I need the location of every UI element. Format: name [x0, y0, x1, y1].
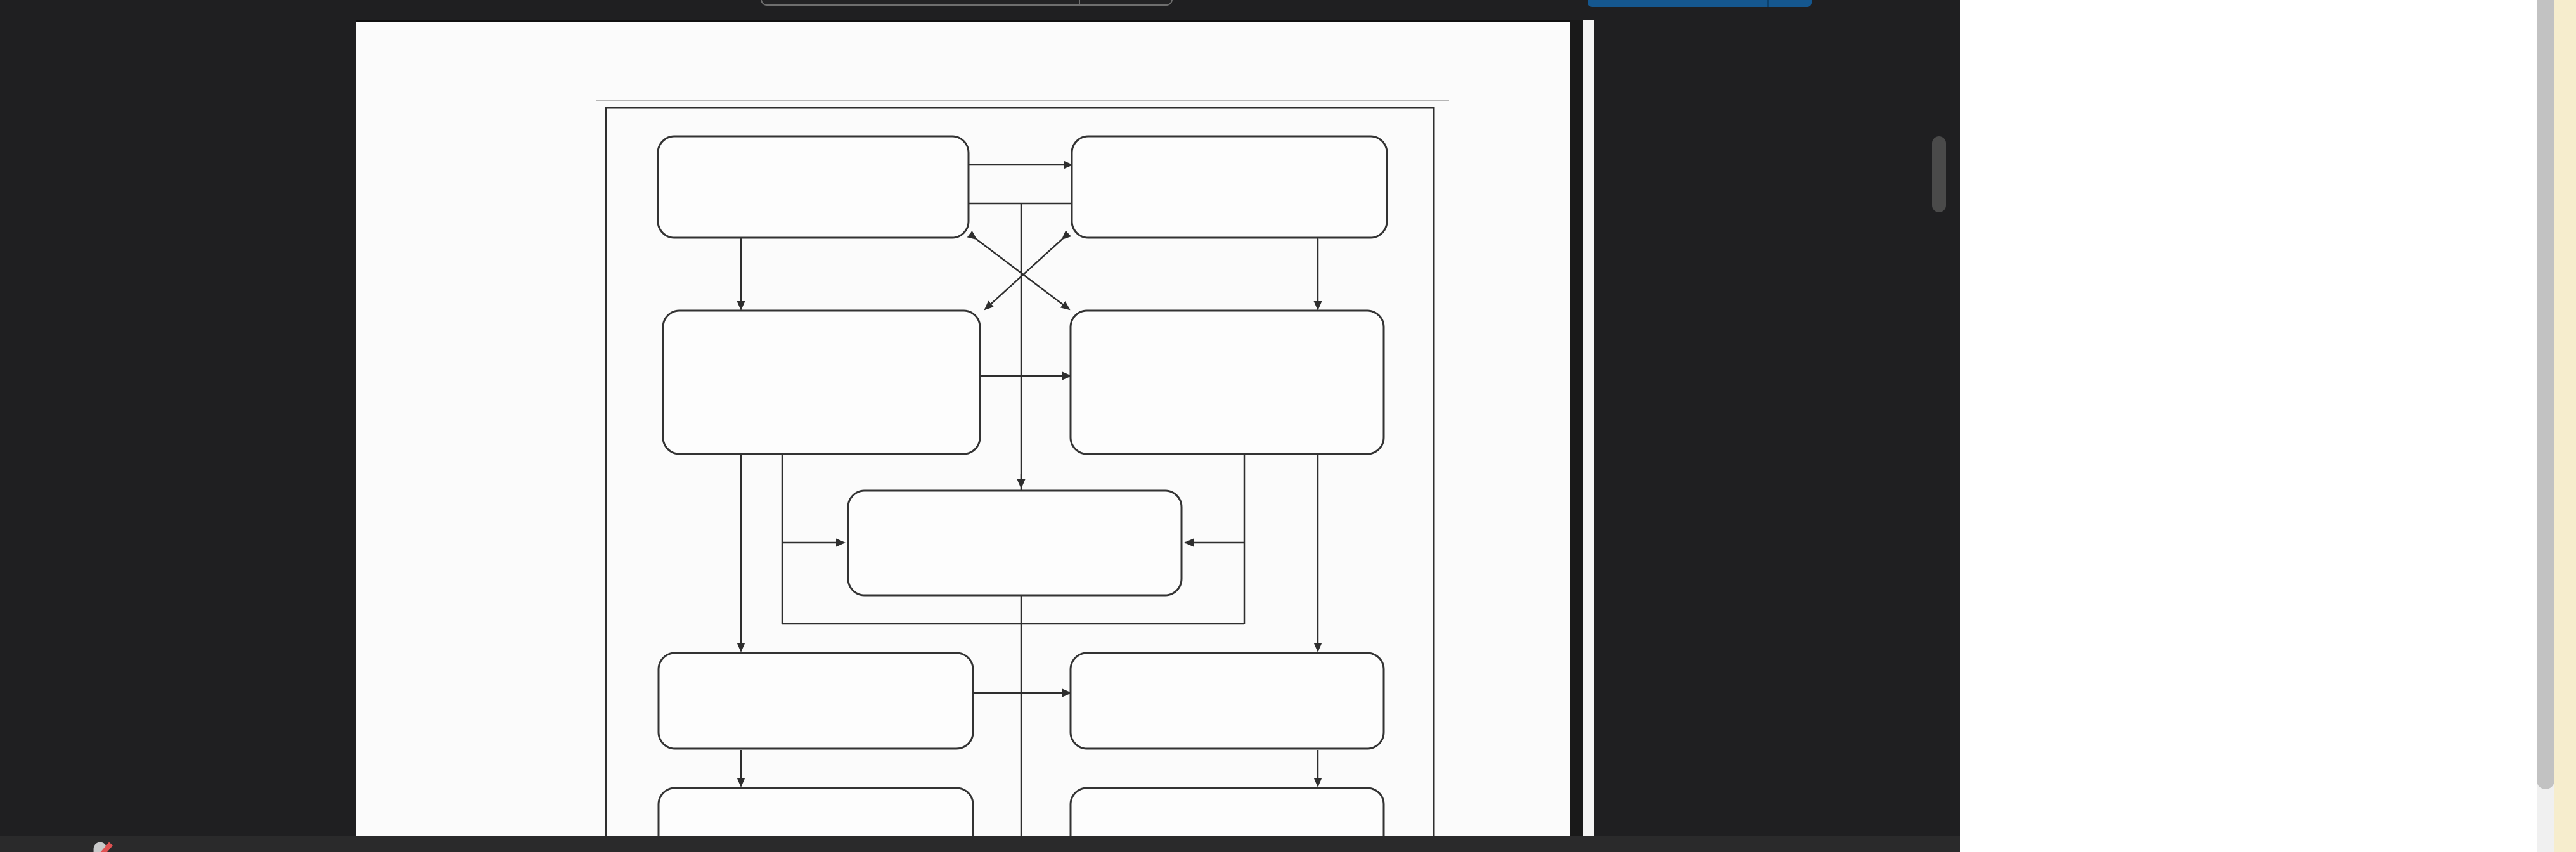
shared-view-scrollbar-thumb[interactable]: [1932, 136, 1946, 212]
box-practicum: [659, 653, 973, 749]
collapsed-meeting-controls-tab[interactable]: [761, 0, 1173, 6]
share-toolbar-button[interactable]: [1588, 0, 1812, 7]
shared-document-page: [356, 20, 1570, 852]
participants-panel: [1960, 0, 2576, 852]
box-ped: [1072, 136, 1387, 238]
box-decorative: [1071, 653, 1384, 749]
program-structure-diagram: [356, 22, 1570, 852]
box-method-fine: [1071, 311, 1384, 454]
controls-tab-divider: [1079, 0, 1080, 5]
participants-scrollbar-thumb[interactable]: [2537, 0, 2554, 789]
diagram-boxes: [658, 136, 1387, 852]
box-practice: [848, 491, 1182, 595]
document-window-edge: [1583, 20, 1594, 852]
share-toolbar-divider: [1767, 0, 1769, 7]
muted-mic-toolbar-icon[interactable]: [81, 841, 119, 852]
meeting-bottom-toolbar: [0, 836, 1960, 852]
box-psych: [658, 136, 969, 238]
box-method-art: [663, 311, 980, 454]
window-edge-strip: [2554, 0, 2576, 852]
document-scrollbar[interactable]: [1570, 20, 1583, 852]
